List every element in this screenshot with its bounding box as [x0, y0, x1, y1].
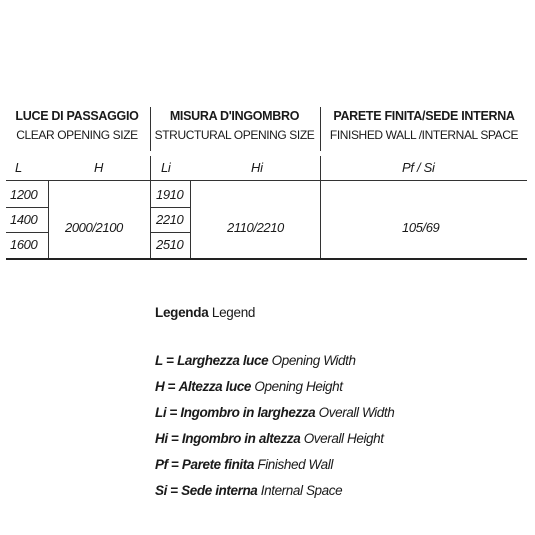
header-structural-opening: [150, 107, 318, 151]
legend-equals: =: [169, 405, 178, 420]
legend-equals: =: [171, 457, 179, 472]
header-clear-opening-en: CLEAR OPENING SIZE: [16, 128, 138, 142]
cell-Hi: 2110/2210: [227, 220, 284, 235]
divider-col3: [320, 156, 321, 258]
legend-item: [155, 478, 394, 504]
divider-L-H: [48, 181, 49, 258]
legend-equals: =: [170, 483, 178, 498]
legend-desc: Ingombro in altezza: [181, 431, 301, 446]
legend-term: Li: [155, 405, 167, 420]
legend-desc: Parete finita: [181, 457, 254, 472]
legend-equals: =: [171, 431, 179, 446]
legend-desc-en: Internal Space: [260, 483, 343, 498]
subheader-pf-si: Pf / Si: [402, 160, 435, 175]
table-header-rule: [6, 180, 527, 181]
header-finished-wall-it: PARETE FINITA/SEDE INTERNA: [333, 109, 515, 123]
legend-desc-en: Opening Width: [271, 353, 356, 368]
legend-title-en: Legend: [211, 305, 256, 320]
table-bottom-rule: [6, 258, 527, 260]
row-sep-L-2: [6, 232, 48, 233]
legend-equals: =: [167, 379, 176, 394]
legend-item: [155, 400, 394, 426]
legend-title-it: Legenda: [155, 305, 209, 320]
cell-pf-si: 105/69: [402, 220, 440, 235]
legend-desc-en: Finished Wall: [257, 457, 333, 472]
cell-Li-2: 2210: [156, 212, 184, 227]
legend-item: [155, 426, 394, 452]
legend-desc: Ingombro in larghezza: [180, 405, 316, 420]
subheader-H: H: [94, 160, 104, 175]
cell-L-1: 1200: [10, 187, 38, 202]
legend-desc-en: Overall Width: [318, 405, 395, 420]
row-sep-Li-1: [150, 207, 190, 208]
subheader-Li: Li: [161, 160, 171, 175]
legend-desc: Sede interna: [181, 483, 258, 498]
header-structural-opening-en: STRUCTURAL OPENING SIZE: [154, 128, 315, 142]
legend-term: Pf: [155, 457, 168, 472]
subheader-Hi: Hi: [251, 160, 263, 175]
row-sep-L-1: [6, 207, 48, 208]
cell-L-2: 1400: [10, 212, 38, 227]
header-finished-wall-en: FINISHED WALL /INTERNAL SPACE: [329, 128, 519, 142]
legend-list: [155, 348, 394, 504]
legend-desc: Altezza luce: [178, 379, 252, 394]
legend-item: [155, 452, 394, 478]
legend-equals: =: [166, 353, 174, 368]
subheader-L: L: [15, 160, 22, 175]
legend-item: [155, 348, 394, 374]
header-clear-opening: [6, 107, 148, 151]
legend-term: Si: [155, 483, 167, 498]
row-sep-Li-2: [150, 232, 190, 233]
cell-Li-1: 1910: [156, 187, 184, 202]
legend-title: [155, 305, 394, 320]
legend-term: L: [155, 353, 163, 368]
divider-Li-Hi: [190, 181, 191, 258]
cell-H: 2000/2100: [65, 220, 123, 235]
legend-term: H: [155, 379, 165, 394]
legend-term: Hi: [155, 431, 168, 446]
cell-L-3: 1600: [10, 237, 38, 252]
header-structural-opening-it: MISURA D'INGOMBRO: [169, 109, 300, 123]
legend-desc-en: Overall Height: [303, 431, 384, 446]
legend-item: [155, 374, 394, 400]
header-clear-opening-it: LUCE DI PASSAGGIO: [15, 109, 139, 123]
legend-desc-en: Opening Height: [254, 379, 343, 394]
legend: [155, 305, 394, 504]
header-finished-wall: [320, 107, 527, 151]
cell-Li-3: 2510: [156, 237, 184, 252]
legend-desc: Larghezza luce: [177, 353, 269, 368]
